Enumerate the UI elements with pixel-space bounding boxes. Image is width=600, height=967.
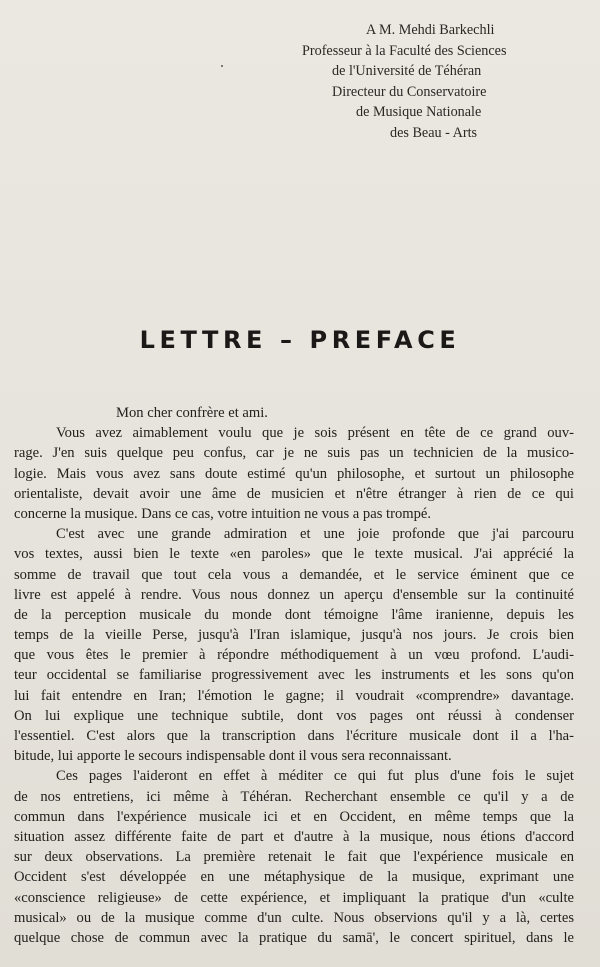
text-line: situation assez différente faite de part et d'autre à la musique, nous étions d'accord [14,828,574,845]
text-line: Ces pages l'aideront en effet à méditer ce qui fut plus d'une fois le sujet [56,768,574,785]
text-line: sur deux observations. La première retenait le fait que l'expérience musicale en [14,849,574,866]
dedication-line: des Beau - Arts [390,124,478,141]
text-line: bitude, lui apporte le secours indispensable dont il vous sera reconnaissant. [14,748,452,765]
text-line: de nos entretiens, ici même à Téhéran. Recherchant ensemble ce qu'il y a de [14,788,574,805]
paragraph-1 [14,423,574,524]
text-line: de la perception musicale du monde dont témoigne l'âme iranienne, depuis les [14,606,574,623]
dedication-block [296,20,586,144]
text-line: rage. J'en suis quelque peu confus, car je ne suis pas un technicien de la musico- [14,445,574,462]
text-line: que vous êtes le premier à répondre méthodiquement à un vœu profond. L'audi- [14,647,574,664]
paper-speck [221,65,223,67]
dedication-line: Professeur à la Faculté des Sciences [302,42,507,59]
text-line: musical» ou de la musique comme d'un culte. Nous observions qu'il y a là, certes [14,909,574,926]
text-line: commun dans l'expérience musicale ici et en Occident, en même temps que la [14,808,574,825]
text-line: livre est appelé à rendre. Vous nous donnez un aperçu d'ensemble sur la continuité [14,586,574,603]
salutation: Mon cher confrère et ami. [116,405,268,421]
dedication-line: Directeur du Conservatoire [332,83,487,100]
text-line: l'essentiel. C'est alors que la transcription dans l'écriture musicale dont il a l'ha- [14,728,574,744]
text-line: «conscience religieuse» de cette expérience, et impliquant la pratique d'un «culte [14,889,574,906]
text-line: temps de la vieille Perse, jusqu'à l'Iran islamique, jusqu'à nos jours. Je crois bien [14,627,574,644]
page-title: LETTRE – PREFACE [139,326,461,354]
text-line: On lui explique une technique subtile, dont vos pages ont réussi à condenser [14,707,574,724]
text-line: teur occidental se familiarise progressivement avec les instruments et les sons qu'on [14,667,574,684]
text-line: Vous avez aimablement voulu que je sois présent en tête de ce grand ouv- [56,425,574,442]
dedication-line: A M. Mehdi Barkechli [366,22,495,38]
text-line: orientaliste, devait avoir une âme de musicien et n'être étranger à rien de ce qui [14,485,574,502]
text-line: somme de travail que tout cela vous a demandée, et le service éminent que ce [14,566,574,583]
text-line: concerne la musique. Dans ce cas, votre intuition ne vous a pas trompé. [14,505,432,522]
dedication-line: de l'Université de Téhéran [332,63,482,80]
text-line: lui fait entendre en Iran; l'émotion le gagne; il voudrait «comprendre» davantage. [14,687,574,704]
paragraph-2 [14,524,574,766]
dedication-line: de Musique Nationale [356,104,482,121]
paragraph-3 [14,766,574,948]
text-line: logie. Mais vous avez sans doute estimé qu'un philosophe, et surtout un philosophe [14,465,574,482]
text-line: C'est avec une grande admiration et une joie profonde que j'ai parcouru [56,526,574,543]
text-line: vos textes, aussi bien le texte «en paroles» que le texte musical. J'ai apprécié la [14,546,574,563]
text-line: Occident s'est développée en une métaphysique de la musique, exprimant une [14,869,574,886]
letter-body [14,403,574,948]
text-line: quelque chose de commun avec la pratique du samā', le concert spirituel, dans le [14,929,574,946]
